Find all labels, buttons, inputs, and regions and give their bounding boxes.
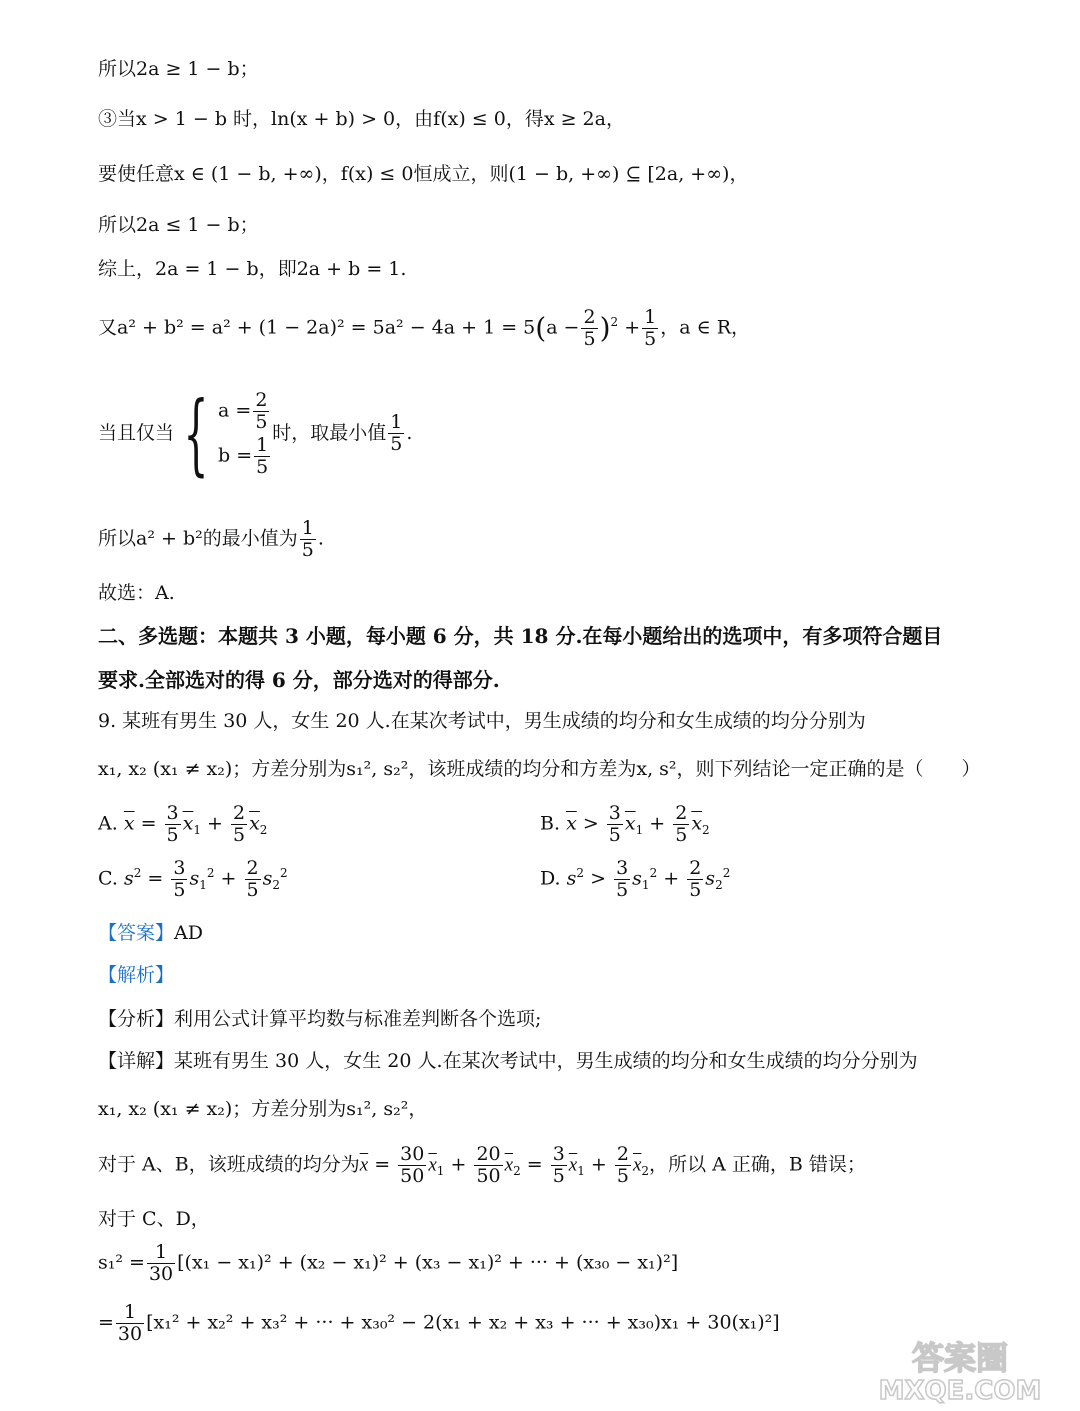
text-span: . <box>317 527 324 550</box>
watermark-text: 答案圈 <box>911 1339 1009 1377</box>
math-span: = <box>98 1311 114 1334</box>
math-span: s₁² = <box>98 1251 145 1274</box>
math-span: f(x) ≤ 0 <box>433 108 506 130</box>
summary-tag: 【分析】 <box>98 1008 175 1030</box>
brace: { <box>183 381 209 485</box>
text-span: ， <box>408 1098 428 1120</box>
formula-line <box>98 1242 678 1285</box>
math-span: s₁², s₂² <box>346 1098 409 1120</box>
text-span: 综上， <box>98 258 156 280</box>
math-span: a = <box>218 399 252 422</box>
math-span: + <box>624 316 641 339</box>
text-span: ，由 <box>395 108 434 130</box>
fraction: $\frac{1}{5}$ <box>256 433 269 478</box>
text-span: 当且仅当 <box>98 421 175 444</box>
text-span: . <box>406 421 413 444</box>
text-span: ，得 <box>505 108 544 130</box>
text-span: 恒成立，则 <box>413 163 509 185</box>
text-span: ，该班成绩的均分和方差为 <box>408 758 637 780</box>
section-heading: 二、多选题：本题共 3 小题，每小题 6 分，共 18 分.在每小题给出的选项中，有多项符合题目 <box>98 624 943 648</box>
math-span: b = <box>218 444 253 467</box>
text-line: 故选：A. <box>98 582 175 604</box>
analysis-tag: 【解析】 <box>98 964 175 986</box>
fraction: $\frac{2}{5}$ <box>583 306 596 350</box>
fraction: $\frac{2}{5}$ <box>255 389 268 433</box>
text-span: 要使任意 <box>98 163 175 185</box>
math-span: a² + b² = a² + (1 − 2a)² = 5a² − 4a + 1 = 5 <box>117 316 536 339</box>
fraction: $\frac{1}{30}$ <box>148 1241 174 1285</box>
answer-value: AD <box>174 922 203 944</box>
fraction: $\frac{1}{5}$ <box>644 306 657 350</box>
detail-tag: 【详解】 <box>98 1050 175 1072</box>
watermark-url: MXQE.COM <box>878 1376 1042 1405</box>
math-span: 2a = 1 − b <box>155 258 259 280</box>
math-span: f(x) ≤ 0 <box>340 163 414 185</box>
fraction: $\frac{1}{30}$ <box>117 1301 143 1345</box>
paren-left: ( <box>535 311 547 345</box>
text-span: ，即 <box>258 258 297 280</box>
math-span: x, s² <box>636 758 677 780</box>
paren-right: ) <box>599 311 611 345</box>
math-span: x > 1 − b 时， <box>136 108 272 130</box>
text-line <box>98 258 406 281</box>
text-span: ；方差分别为 <box>232 758 347 780</box>
watermark-logo <box>860 1335 1060 1405</box>
question-text: 9. 某班有男生 30 人，女生 20 人.在某次考试中，男生成绩的均分和女生成绩的均分分别为 <box>98 710 866 732</box>
text-line: 所以2a ≤ 1 − b； <box>98 214 259 236</box>
text-line: 所以2a ≥ 1 − b； <box>98 58 259 80</box>
detail-line <box>98 1098 427 1121</box>
derivation-line: 对于 A、B，该班成绩的均分为$\overline{x}$ = $\frac{30}{50}$ $\overline{x}_1$ + $\frac{20}{50}$ $\overline{x}_2$ = $\frac{3}{5}$ $\overline{x}_1$ + $\frac{2}{5}$ $\overline{x}_2$，所以 A 正确，B 错误； <box>98 1143 866 1187</box>
section-heading: 要求.全部选对的得 6 分，部分选对的得部分. <box>98 668 500 692</box>
text-line <box>98 163 748 186</box>
question-text <box>98 758 981 781</box>
math-span: x₁, x₂ (x₁ ≠ x₂) <box>98 758 233 780</box>
text-line <box>98 518 324 561</box>
math-span: (1 − b, +∞) ⊆ [2a, +∞) <box>508 163 730 185</box>
option-b: B. $\overline{x}$ > $\frac{3}{5}$ $\overline{x}_1$ + $\frac{2}{5}$ $\overline{x}_2$ <box>540 802 710 846</box>
math-span: ln(x + b) > 0 <box>271 108 396 130</box>
text-span: 的最小值为 <box>202 527 298 550</box>
summary-text: 利用公式计算平均数与标准差判断各个选项; <box>174 1008 542 1030</box>
text-span: ，则下列结论一定正确的是（ ） <box>676 758 981 780</box>
option-c: C. $s^2$ = $\frac{3}{5}$ $s_1^2$ + $\frac{2}{5}$ $s_2^2$ <box>98 857 288 901</box>
text-span: 所以 A 正确，B 错误； <box>668 1153 866 1176</box>
text-span: 对于 A、B，该班成绩的均分为 <box>98 1153 360 1176</box>
text-line <box>98 381 413 485</box>
answer-line <box>98 922 203 945</box>
text-line: 又a² + b² = a² + (1 − 2a)² = 5a² − 4a + 1 = 5(a − $\frac{2}{5}$ )$^2$ + $\frac{1}{5}$ ，a ∈ R， <box>98 306 751 350</box>
answer-tag: 【答案】 <box>98 922 175 944</box>
text-span: ， <box>731 316 751 339</box>
text-span: 时，取最小值 <box>272 421 387 444</box>
text-line: 对于 C、D， <box>98 1208 210 1230</box>
text-span: 又 <box>98 316 118 339</box>
math-span: x₁, x₂ (x₁ ≠ x₂) <box>98 1098 233 1120</box>
text-span: ③当 <box>98 108 137 130</box>
formula-line <box>98 1302 780 1345</box>
option-a: A. $\overline{x}$ = $\frac{3}{5}$ $\overline{x}_1$ + $\frac{2}{5}$ $\overline{x}_2$ <box>98 802 268 846</box>
option-d: D. $s^2$ > $\frac{3}{5}$ $s_1^2$ + $\frac{2}{5}$ $s_2^2$ <box>540 857 731 901</box>
math-span: [(x₁ − x₁)² + (x₂ − x₁)² + (x₃ − x₁)² + ··· + (x₃₀ − x₁)²] <box>177 1251 679 1274</box>
text-span: 所以 <box>98 527 137 550</box>
fraction: $\frac{1}{5}$ <box>301 517 314 561</box>
math-span: s₁², s₂² <box>346 758 409 780</box>
text-line <box>98 108 625 131</box>
detail-text: 某班有男生 30 人，女生 20 人.在某次考试中，男生成绩的均分和女生成绩的均分分别为 <box>174 1050 918 1072</box>
option-label: A. <box>98 812 118 835</box>
text-span: . <box>400 258 407 280</box>
option-label: B. <box>540 812 561 835</box>
text-span: ， <box>729 163 749 185</box>
math-span: [x₁² + x₂² + x₃² + ··· + x₃₀² − 2(x₁ + x₂ + x₃ + ··· + x₃₀)x₁ + 30(x₁)²] <box>146 1311 780 1334</box>
text-span: ， <box>660 316 680 339</box>
text-span: ， <box>321 163 341 185</box>
option-label: D. <box>540 867 561 890</box>
option-label: C. <box>98 867 118 890</box>
equation-system <box>218 388 272 480</box>
analysis-line <box>98 964 174 987</box>
math-span: x ∈ (1 − b, +∞) <box>174 163 322 185</box>
math-span: x ≥ 2a， <box>543 108 625 130</box>
math-span: a − <box>546 316 580 339</box>
math-span: a² + b² <box>136 527 203 550</box>
detail-line <box>98 1050 918 1073</box>
fraction: $\frac{1}{5}$ <box>390 411 403 456</box>
text-span: ；方差分别为 <box>232 1098 347 1120</box>
analysis-summary <box>98 1008 541 1031</box>
math-span: 2a + b = 1 <box>296 258 401 280</box>
math-span: a ∈ R <box>679 316 732 339</box>
